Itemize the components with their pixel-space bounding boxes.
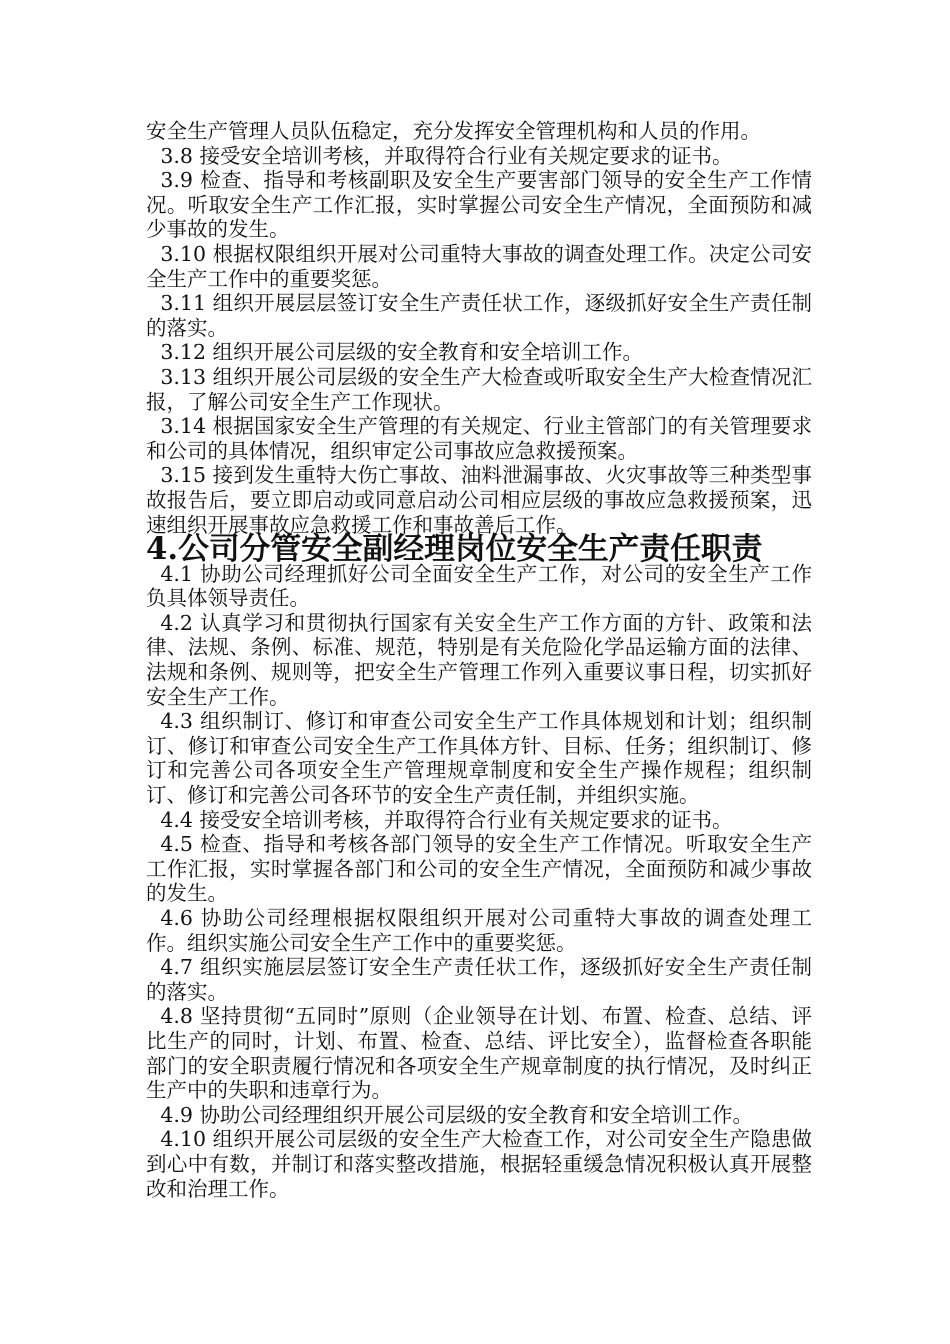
clause-3-14: 3.14 根据国家安全生产管理的有关规定、行业主管部门的有关管理要求和公司的具体情况，组织审定公司事故应急救援预案。 (146, 414, 812, 463)
clause-4-8: 4.8 坚持贯彻“五同时”原则（企业领导在计划、布置、检查、总结、评比生产的同时，计划、布置、检查、总结、评比安全），监督检查各职能部门的安全职责履行情况和各项安全生产规章制度的执行情况，及时纠正生产中的失职和违章行为。 (146, 1004, 812, 1103)
clause-3-8: 3.8 接受安全培训考核，并取得符合行业有关规定要求的证书。 (160, 143, 733, 168)
paragraph: 安全生产管理人员队伍稳定，充分发挥安全管理机构和人员的作用。 (146, 119, 761, 143)
clause-3-11: 3.11 组织开展层层签订安全生产责任状工作，逐级抓好安全生产责任制的落实。 (146, 291, 812, 340)
clause-4-5: 4.5 检查、指导和考核各部门领导的安全生产工作情况。听取安全生产工作汇报，实时掌握各部门和公司的安全生产情况，全面预防和减少事故的发生。 (146, 832, 812, 906)
clause-3-12: 3.12 组织开展公司层级的安全教育和安全培训工作。 (160, 340, 644, 365)
clause-4-4: 4.4 接受安全培训考核，并取得符合行业有关规定要求的证书。 (160, 807, 733, 832)
clause-3-15: 3.15 接到发生重特大伤亡事故、油料泄漏事故、火灾事故等三种类型事故报告后，要立即启动或同意启动公司相应层级的事故应急救援预案，迅速组织开展事故应急救援工作和事故善后工作。 (146, 463, 812, 537)
clause-4-1: 4.1 协助公司经理抓好公司全面安全生产工作，对公司的安全生产工作负具体领导责任。 (146, 561, 812, 611)
clause-3-13: 3.13 组织开展公司层级的安全生产大检查或听取安全生产大检查情况汇报，了解公司安全生产工作现状。 (146, 364, 812, 414)
clause-4-9: 4.9 协助公司经理组织开展公司层级的安全教育和安全培训工作。 (160, 1102, 753, 1127)
document-page (146, 119, 812, 1201)
clause-4-7: 4.7 组织实施层层签订安全生产责任状工作，逐级抓好安全生产责任制的落实。 (146, 955, 812, 1004)
clause-3-10: 3.10 根据权限组织开展对公司重特大事故的调查处理工作。决定公司安全生产工作中的重要奖惩。 (146, 241, 812, 291)
clause-4-10: 4.10 组织开展公司层级的安全生产大检查工作，对公司安全生产隐患做到心中有数，并制订和落实整改措施，根据轻重缓急情况积极认真开展整改和治理工作。 (146, 1127, 812, 1201)
clause-4-2: 4.2 认真学习和贯彻执行国家有关安全生产工作方面的方针、政策和法律、法规、条例、标准、规范，特别是有关危险化学品运输方面的法律、法规和条例、规则等，把安全生产管理工作列入重要议事日程，切实抓好安全生产工作。 (146, 610, 812, 709)
clause-4-3: 4.3 组织制订、修订和审查公司安全生产工作具体规划和计划；组织制订、修订和审查公司安全生产工作具体方针、目标、任务；组织制订、修订和完善公司各项安全生产管理规章制度和安全生产操作规程；组织制订、修订和完善公司各环节的安全生产责任制，并组织实施。 (146, 709, 812, 808)
clause-3-9: 3.9 检查、指导和考核副职及安全生产要害部门领导的安全生产工作情况。听取安全生产工作汇报，实时掌握公司安全生产情况，全面预防和减少事故的发生。 (146, 168, 812, 242)
section-heading-4: 4.公司分管安全副经理岗位安全生产责任职责 (146, 531, 763, 568)
clause-4-6: 4.6 协助公司经理根据权限组织开展对公司重特大事故的调查处理工作。组织实施公司安全生产工作中的重要奖惩。 (146, 906, 812, 955)
